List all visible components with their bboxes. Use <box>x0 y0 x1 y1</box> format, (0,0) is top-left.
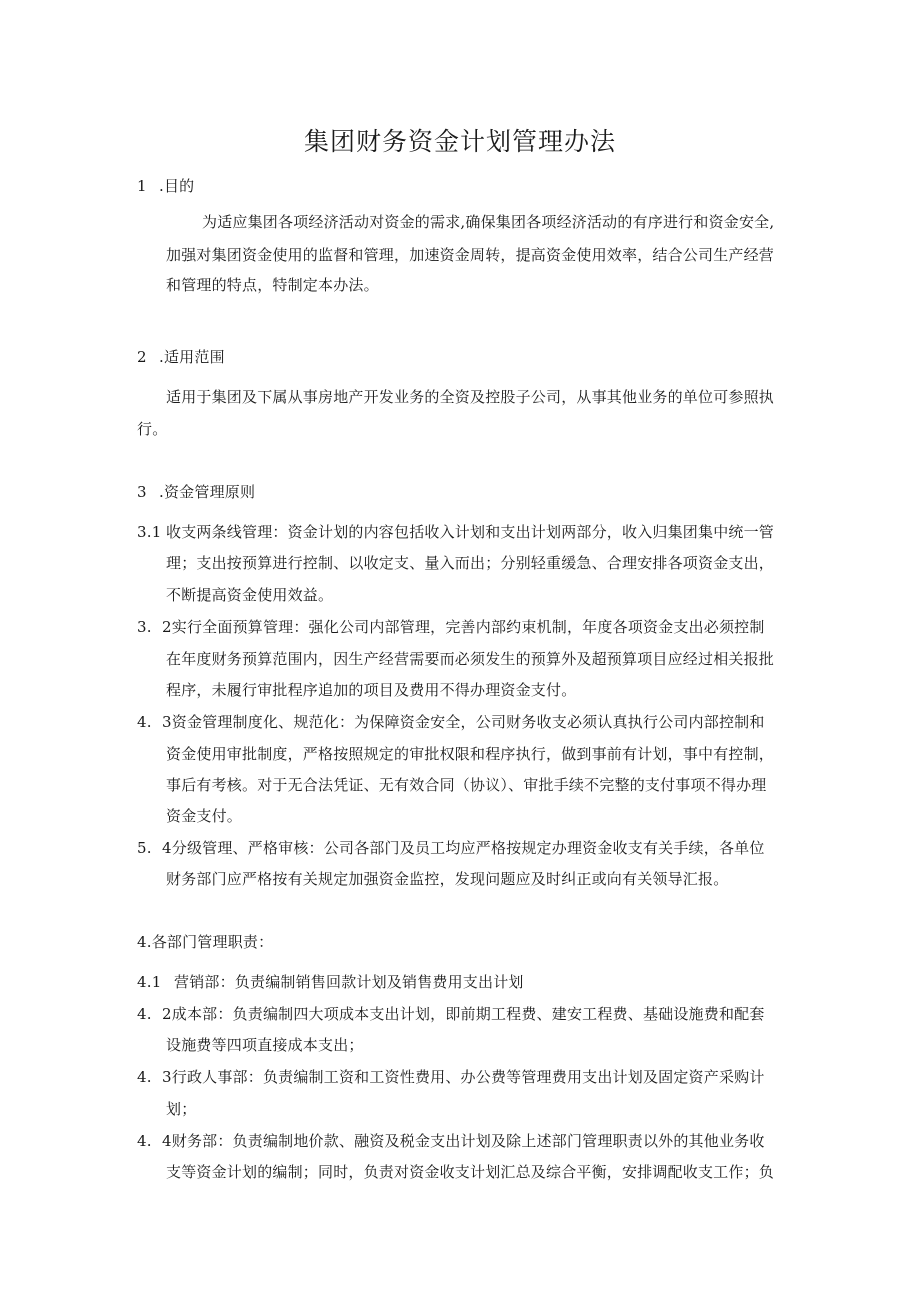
section-number: 1 <box>137 177 147 195</box>
list-item-line: 不断提高资金使用效益。 <box>166 586 334 604</box>
list-item-number: 3. <box>137 618 152 636</box>
list-item-number: 4. <box>137 1068 152 1086</box>
list-item-line: 4财务部：负责编制地价款、融资及税金支出计划及除上述部门管理职责以外的其他业务收 <box>162 1132 765 1150</box>
list-item-number: 4. <box>137 713 152 731</box>
paragraph-line: 行。 <box>137 420 168 438</box>
paragraph-line: 适用于集团及下属从事房地产开发业务的全资及控股子公司，从事其他业务的单位可参照执 <box>166 388 775 406</box>
list-item-line: 3资金管理制度化、规范化：为保障资金安全，公司财务收支必须认真执行公司内部控制和 <box>162 713 765 731</box>
page-title: 集团财务资金计划管理办法 <box>303 127 616 156</box>
list-item-line: 划； <box>166 1100 197 1118</box>
list-item-number: 4.1 <box>137 973 162 991</box>
list-item-line: 事后有考核。对于无合法凭证、无有效合同（协议）、审批手续不完整的支付事项不得办理 <box>166 776 767 794</box>
section-heading <box>137 347 225 367</box>
list-item-line: 在年度财务预算范围内，因生产经营需要而必须发生的预算外及超预算项目应经过相关报批 <box>166 650 775 668</box>
list-item-number: 5. <box>137 839 152 857</box>
list-item-line: 4分级管理、严格审核：公司各部门及员工均应严格按规定办理资金收支有关手续，各单位 <box>162 839 765 857</box>
list-item-line: 2成本部：负责编制四大项成本支出计划，即前期工程费、建安工程费、基础设施费和配套 <box>162 1005 765 1023</box>
list-item-line: 资金使用审批制度，严格按照规定的审批权限和程序执行，做到事前有计划，事中有控制， <box>166 745 775 763</box>
list-item-line: 设施费等四项直接成本支出； <box>166 1036 364 1054</box>
paragraph-line: 和管理的特点，特制定本办法。 <box>166 276 379 294</box>
section-number: 2 <box>137 348 147 366</box>
list-item-line: 资金支付。 <box>166 807 243 825</box>
list-item-line: 程序，未履行审批程序追加的项目及费用不得办理资金支付。 <box>166 681 577 699</box>
list-item-line: 2实行全面预算管理：强化公司内部管理，完善内部约束机制，年度各项资金支出必须控制 <box>162 618 765 636</box>
section-number: 3 <box>137 483 147 501</box>
paragraph-line: 加强对集团资金使用的监督和管理，加速资金周转，提高资金使用效率，结合公司生产经营 <box>166 246 775 264</box>
paragraph-line: 为适应集团各项经济活动对资金的需求,确保集团各项经济活动的有序进行和资金安全, <box>202 213 775 231</box>
section-heading <box>137 176 194 196</box>
list-item-number: 4. <box>137 1005 152 1023</box>
list-item-line: 3行政人事部：负责编制工资和工资性费用、办公费等管理费用支出计划及固定资产采购计 <box>162 1068 765 1086</box>
list-item-line: 收支两条线管理：资金计划的内容包括收入计划和支出计划两部分，收入归集团集中统一管 <box>166 523 775 541</box>
list-item-line: 理；支出按预算进行控制、以收定支、量入而出；分别轻重缓急、合理安排各项资金支出， <box>166 554 775 572</box>
list-item-line: 营销部：负责编制销售回款计划及销售费用支出计划 <box>174 973 524 991</box>
section-title: .适用范围 <box>159 348 225 366</box>
list-item-line: 支等资金计划的编制；同时，负责对资金收支计划汇总及综合平衡，安排调配收支工作；负 <box>166 1163 775 1181</box>
section-title: .目的 <box>159 177 195 195</box>
section-heading <box>137 482 255 502</box>
list-item-number: 3.1 <box>137 523 162 541</box>
list-item-number: 4. <box>137 1132 152 1150</box>
section-title: .资金管理原则 <box>159 483 256 501</box>
section-heading: 4.各部门管理职责： <box>137 933 274 951</box>
list-item-line: 财务部门应严格按有关规定加强资金监控，发现问题应及时纠正或向有关领导汇报。 <box>166 870 729 888</box>
